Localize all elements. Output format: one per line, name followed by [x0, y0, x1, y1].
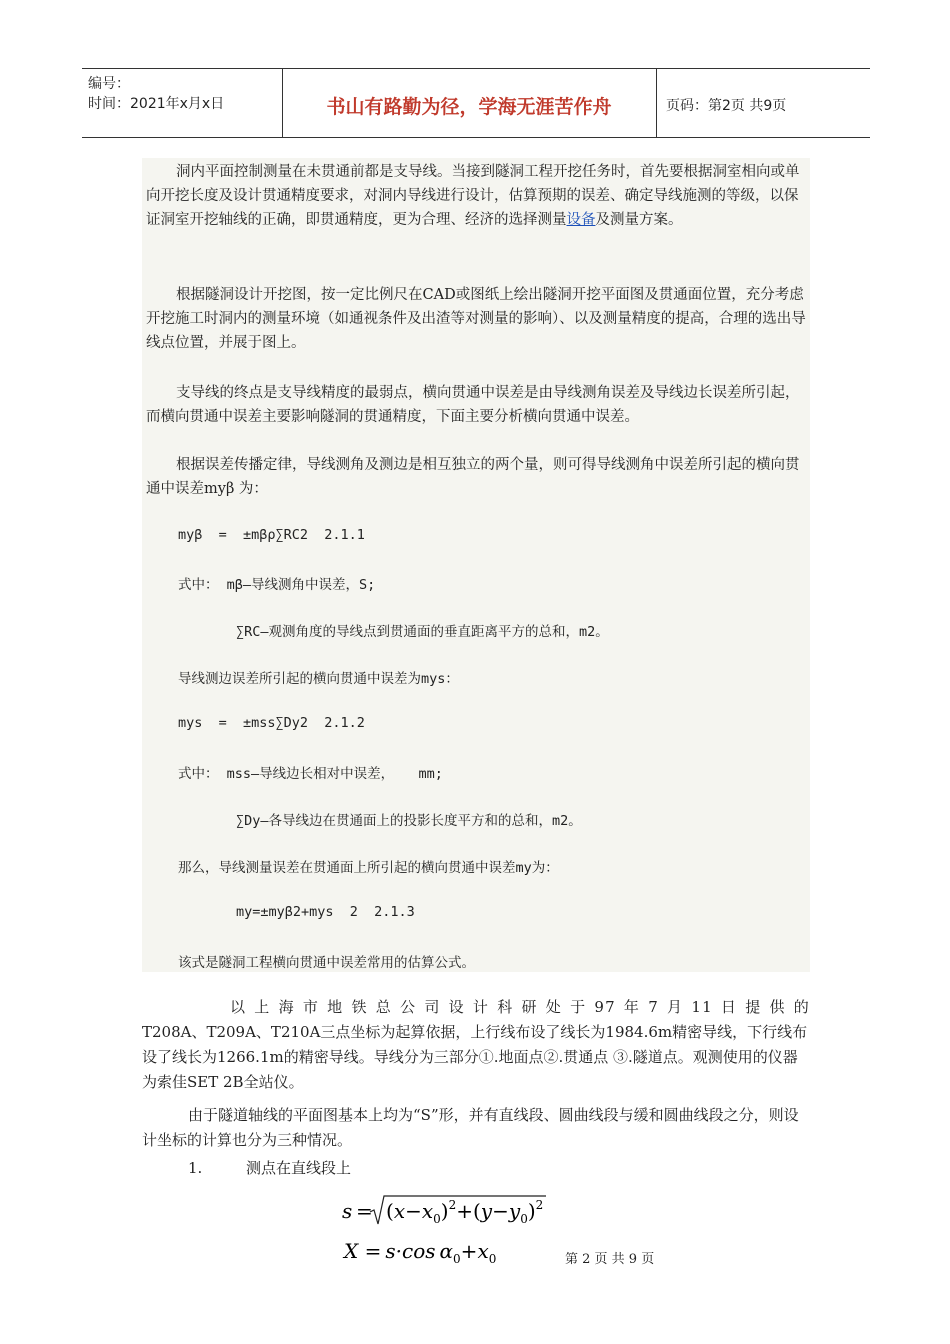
header-motto-cell [282, 69, 657, 137]
list-item-number: 1. [188, 1159, 203, 1177]
equipment-link[interactable]: 设备 [566, 212, 596, 228]
page-header [82, 68, 870, 138]
formula-2-1-1: myβ = ±mβρ∑RC2 2.1.1 [178, 527, 365, 543]
header-meta [82, 69, 283, 137]
paragraph-9: 由于隧道轴线的平面图基本上均为“S”形，并有直线段、圆曲线段与缓和圆曲线段之分，则设计坐标的计算也分为三种情况。 [142, 1106, 799, 1149]
formula-body: $(x-x_0)^2+(y-y_0)^2$ [386, 1198, 544, 1226]
shaded-section [142, 158, 810, 972]
distance-formula [340, 1188, 570, 1232]
paragraph-1-text: 洞内平面控制测量在未贯通前都是支导线。当接到隧洞工程开挖任务时，首先要根据洞室相向或单向开挖长度及设计贯通精度要求，对洞内导线进行设计，估算预期的误差、确定导线施测的等级，以保证洞室开挖轴线的正确，即贯通精度，更为合理、经济的选择测量 [146, 164, 800, 228]
paragraph-6: 那么，导线测量误差在贯通面上所引起的横向贯通中误差my为： [178, 860, 559, 876]
formula-2-1-2-note: 式中： mss—导线边长相对中误差， mm; [178, 766, 443, 782]
paragraph-2: 根据隧洞设计开挖图，按一定比例尺在CAD或图纸上绘出隧洞开挖平面图及贯通面位置，充分考虑开挖施工时洞内的测量环境（如通视条件及出渣等对测量的影响）、以及测量精度的提高，合理的选出导线点位置，并展于图上。 [146, 287, 806, 351]
page-label: 页码：第2页 共9页 [666, 98, 787, 114]
formula-x-body: X = s·cos $\alpha_0+x_0$ [344, 1239, 497, 1266]
x-coordinate-formula [340, 1232, 500, 1272]
formula-equals: = [356, 1199, 373, 1223]
paragraph-1-tail: 及测量方案。 [595, 212, 683, 228]
list-item-text: 测点在直线段上 [246, 1159, 352, 1177]
header-page-cell [656, 69, 870, 137]
paragraph-5: 导线测边误差所引起的横向贯通中误差为mys： [178, 671, 459, 687]
formula-2-1-2: mys = ±mss∑Dy2 2.1.2 [178, 715, 365, 731]
date-label: 时间：2021年x月x日 [88, 96, 225, 112]
paragraph-8-line1: 以上海市地铁总公司设计科研处于97年7月11日提供的 [230, 998, 810, 1016]
formula-2-1-1-note2: ∑RC—观测角度的导线点到贯通面的垂直距离平方的总和，m2。 [236, 624, 609, 640]
paragraph-4: 根据误差传播定律，导线测角及测边是相互独立的两个量，则可得导线测角中误差所引起的横向贯通中误差myβ 为： [146, 457, 800, 497]
formula-2-1-3: my=±myβ2+mys 2 2.1.3 [236, 904, 415, 920]
paragraph-7: 该式是隧洞工程横向贯通中误差常用的估算公式。 [178, 955, 475, 971]
code-label: 编号： [88, 76, 130, 92]
motto: 书山有路勤为径，学海无涯苦作舟 [326, 96, 612, 118]
paragraph-1 [146, 160, 806, 232]
page-footer: 第 2 页 共 9 页 [565, 1252, 655, 1267]
paragraph-3: 支导线的终点是支导线精度的最弱点，横向贯通中误差是由导线测角误差及导线边长误差所引起，而横向贯通中误差主要影响隧洞的贯通精度，下面主要分析横向贯通中误差。 [146, 385, 800, 425]
formula-2-1-1-note: 式中： mβ—导线测角中误差，S; [178, 577, 376, 593]
formula-s-symbol: s [342, 1199, 353, 1223]
paragraph-8: T208A、T209A、T210A三点坐标为起算依据，上行线布设了线长为1984.6m精密导线，下行线布设了线长为1266.1m的精密导线。导线分为三部分①.地面点②.贯通点 ③.隧道点。观测使用的仪器为索佳SET 2B全站仪。 [142, 1023, 808, 1091]
formula-2-1-2-note2: ∑Dy—各导线边在贯通面上的投影长度平方和的总和，m2。 [236, 813, 582, 829]
